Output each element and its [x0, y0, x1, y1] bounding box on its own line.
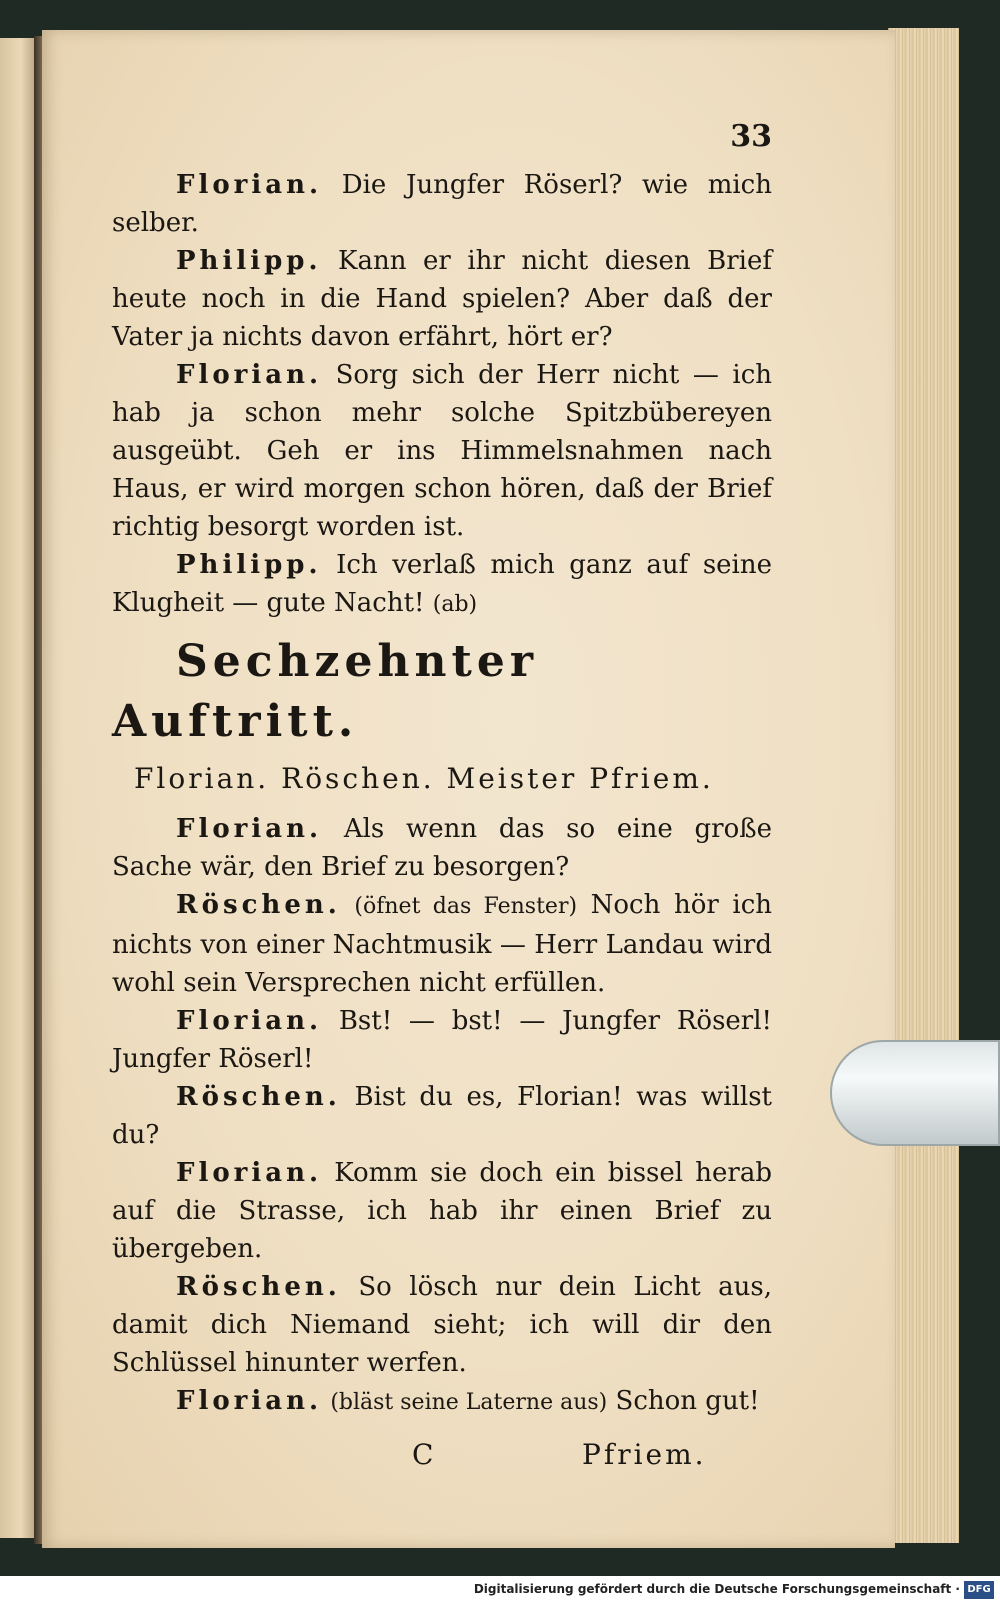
dialogue-text: Ich verlaß mich ganz auf seine Klugheit — gute Nacht!	[112, 550, 773, 618]
dialogue-text: Bist du es, Florian! was willst du?	[112, 1082, 772, 1150]
dialogue-line	[112, 1268, 772, 1382]
dialogue-line	[112, 166, 772, 242]
speaker-name: Florian.	[176, 814, 323, 844]
speaker-name: Florian.	[176, 1006, 323, 1036]
speaker-name: Florian.	[176, 1158, 323, 1188]
speaker-name: Röschen.	[176, 890, 341, 920]
dialogue-text: Kann er ihr nicht diesen Brief heute noch in die Hand spielen? Aber daß der Vater ja nichts davon erfährt, hört er?	[112, 246, 772, 352]
speaker-name: Röschen.	[176, 1272, 341, 1302]
signature-mark: C	[412, 1438, 434, 1471]
dialogue-text: So lösch nur dein Licht aus, damit dich Niemand sieht; ich will dir den Schlüssel hinunter werfen.	[112, 1272, 772, 1378]
dialogue-text: Sorg sich der Herr nicht — ich hab ja schon mehr solche Spitzbübereyen ausgeübt. Geh er ins Himmelsnahmen nach Haus, er wird morgen schon hören, daß der Brief richtig besorgt worden ist.	[112, 360, 773, 542]
dialogue-line	[112, 546, 772, 624]
stage-direction: (bläst seine Laterne aus)	[330, 1390, 608, 1415]
dialogue-text: Komm sie doch ein bissel herab auf die Strasse, ich hab ihr einen Brief zu übergeben.	[112, 1158, 772, 1264]
scene-title: Sechzehnter Auftritt.	[112, 636, 539, 747]
dfg-logo: DFG	[964, 1581, 994, 1599]
dialogue-line	[112, 1002, 772, 1078]
dialogue-line	[112, 1382, 772, 1422]
speaker-name: Florian.	[176, 360, 323, 390]
dialogue-line	[112, 810, 772, 886]
dialogue-text: Bst! — bst! — Jungfer Röserl! Jungfer Röserl!	[112, 1006, 773, 1074]
dialogue-line	[112, 886, 772, 1002]
speaker-name: Philipp.	[176, 550, 322, 580]
dialogue-text: Schon gut!	[615, 1386, 760, 1416]
dialogue-text: Noch hör ich nichts von einer Nachtmusik — Herr Landau wird wohl sein Versprechen nicht erfüllen.	[112, 890, 772, 998]
speaker-name: Philipp.	[176, 246, 322, 276]
catchword: Pfriem.	[582, 1438, 707, 1471]
speaker-name: Röschen.	[176, 1082, 341, 1112]
page-holder-clip	[830, 1040, 1000, 1146]
page-edges	[888, 28, 959, 1543]
stage-direction: (ab)	[432, 592, 478, 617]
stage-direction: (öfnet das Fenster)	[354, 894, 578, 919]
page-number: 33	[730, 119, 772, 154]
page-footer	[112, 1436, 772, 1478]
page-text	[112, 118, 772, 1478]
dialogue-text: Die Jungfer Röserl? wie mich selber.	[112, 170, 772, 238]
credit-bar	[0, 1576, 1000, 1606]
credit-text: Digitalisierung gefördert durch die Deutsche Forschungsgemeinschaft ·	[473, 1582, 960, 1596]
dialogue-line	[112, 1154, 772, 1268]
dialogue-text: Als wenn das so eine große Sache wär, den Brief zu besorgen?	[112, 814, 773, 882]
dialogue-line	[112, 356, 772, 546]
dialogue-line	[112, 242, 772, 356]
speaker-name: Florian.	[176, 170, 323, 200]
dialogue-line	[112, 1078, 772, 1154]
speaker-name: Florian.	[176, 1386, 323, 1416]
scene-persons: Florian. Röschen. Meister Pfriem.	[134, 762, 714, 795]
